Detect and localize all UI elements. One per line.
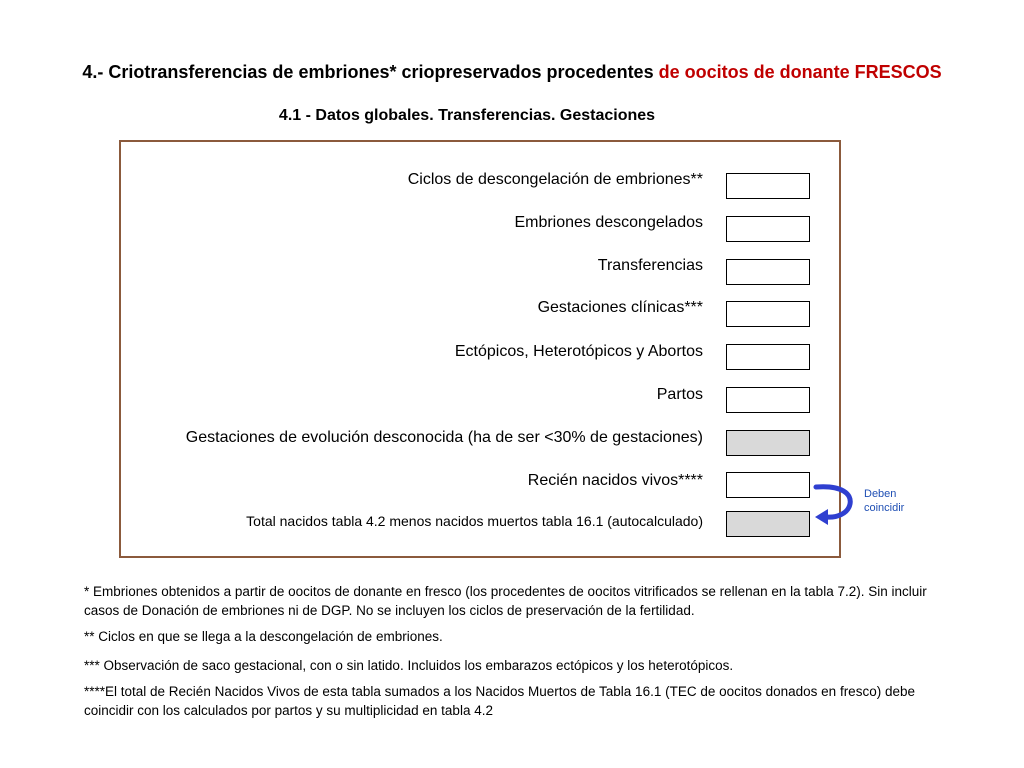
label-gestaciones-clinicas: Gestaciones clínicas*** [537,299,703,316]
ectopicos-abortos-input[interactable] [726,344,810,370]
section-subtitle: 4.1 - Datos globales. Transferencias. Gestaciones [278,107,656,124]
footnote-1: * Embriones obtenidos a partir de oocitos de donante en fresco (los procedentes de oocitos vitrificados se rellenan en la tabla 7.2). Sin incluir casos de Donación de embriones ni de DGP. No se incluyen los ciclos de preservación de la fertilidad. [84,584,927,618]
label-recien-nacidos-vivos: Recién nacidos vivos**** [527,472,703,489]
label-ectopicos-abortos: Ectópicos, Heterotópicos y Abortos [454,343,703,360]
label-ciclos-descongelacion: Ciclos de descongelación de embriones** [407,171,703,188]
note-line-2: coincidir [864,502,905,514]
curved-arrow-icon [812,482,860,528]
recien-nacidos-vivos-input[interactable] [726,472,810,498]
footnote-3: *** Observación de saco gestacional, con o sin latido. Incluidos los embarazos ectópicos y los heterotópicos. [84,658,734,673]
label-transferencias: Transferencias [597,257,703,274]
gestaciones-desconocida-field [726,430,810,456]
title-prefix: 4.- Criotransferencias de embriones* criopreservados procedentes [82,62,659,82]
footnote-2: ** Ciclos en que se llega a la descongelación de embriones. [84,629,443,644]
embriones-descongelados-input[interactable] [726,216,810,242]
label-total-nacidos: Total nacidos tabla 4.2 menos nacidos muertos tabla 16.1 (autocalculado) [246,513,703,529]
label-partos: Partos [656,386,703,403]
title-accent: de oocitos de donante FRESCOS [658,62,942,82]
footnote-4: ****El total de Recién Nacidos Vivos de esta tabla sumados a los Nacidos Muertos de Tabla 16.1 (TEC de oocitos donados en fresco) debe coincidir con los calculados por partos y su multiplicidad en tabla 4.2 [84,684,915,718]
coincidence-note [864,487,904,515]
gestaciones-clinicas-input[interactable] [726,301,810,327]
label-embriones-descongelados: Embriones descongelados [514,214,703,231]
note-line-1: Deben [864,488,897,500]
ciclos-descongelacion-input[interactable] [726,173,810,199]
transferencias-input[interactable] [726,259,810,285]
page-title [0,62,1024,83]
partos-input[interactable] [726,387,810,413]
total-nacidos-field [726,511,810,537]
label-gestaciones-desconocida: Gestaciones de evolución desconocida (ha de ser <30% de gestaciones) [185,429,703,446]
